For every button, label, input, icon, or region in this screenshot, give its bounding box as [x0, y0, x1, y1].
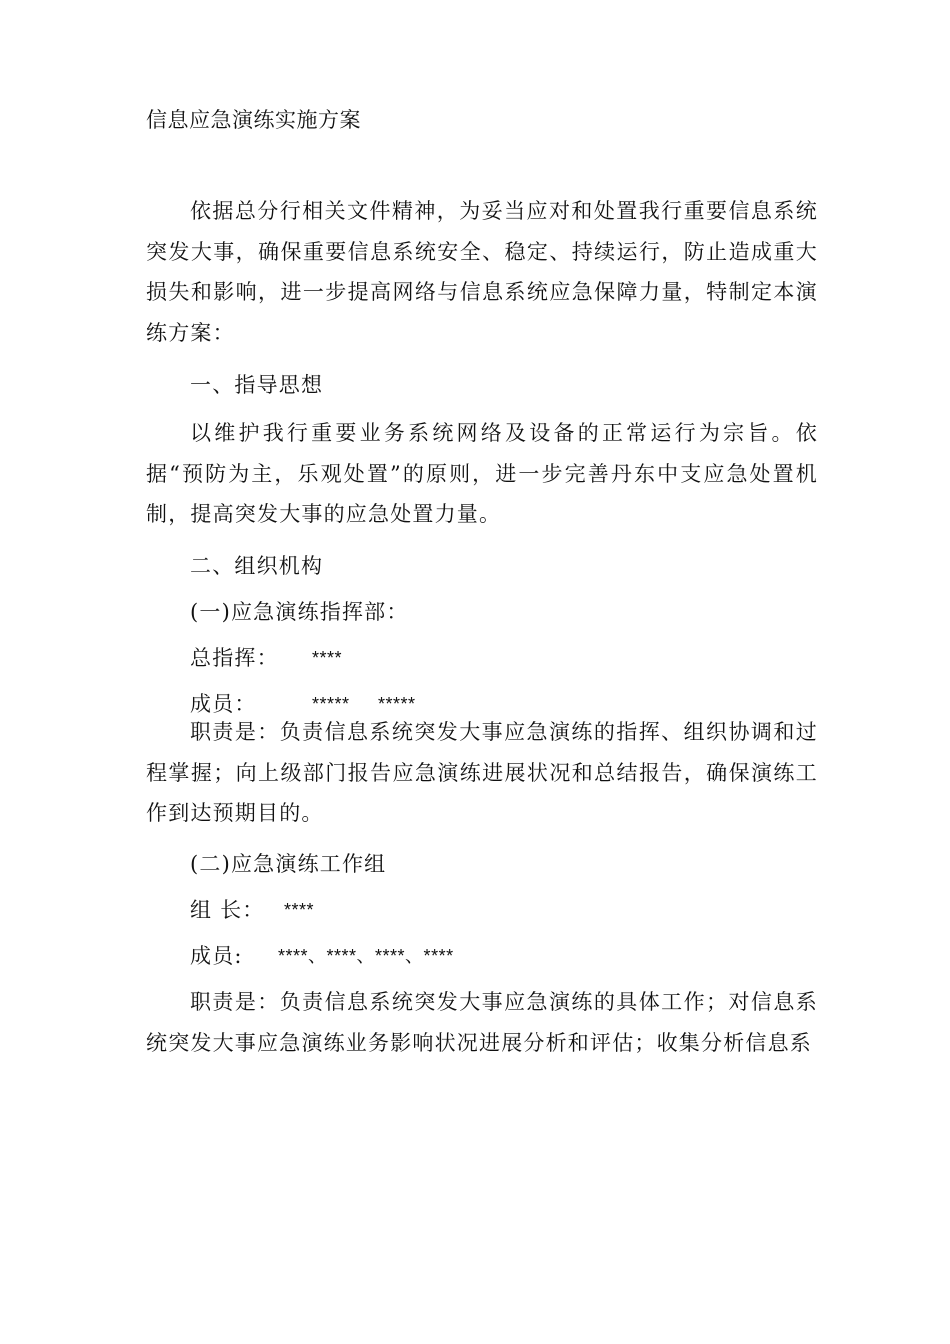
members-value-b: ***** [378, 694, 416, 714]
commander-value: **** [312, 648, 343, 668]
subsection-heading-command: (一)应急演练指挥部： [190, 600, 409, 624]
members-label-workgroup: 成员: [190, 944, 243, 968]
guiding-ideology-paragraph: 以维护我行重要业务系统网络及设备的正常运行为宗旨。依据“预防为主，乐观处置”的原则，进一步完善丹东中支应急处置机制，提高突发大事的应急处置力量。 [146, 421, 818, 526]
members-line-workgroup [190, 940, 690, 972]
intro-paragraph: 依据总分行相关文件精神，为妥当应对和处置我行重要信息系统突发大事，确保重要信息系统安全、稳定、持续运行，防止造成重大损失和影响，进一步提高网络与信息系统应急保障力量，特制定本演练方案： [146, 199, 818, 345]
leader-label: 组 长： [190, 898, 265, 922]
subsection-heading-workgroup: (二)应急演练工作组 [190, 852, 387, 876]
section-heading-organization: 二、组织机构 [190, 554, 324, 578]
leader-line [190, 894, 590, 926]
members-label-command: 成员： [190, 692, 257, 716]
workgroup-duty-paragraph: 职责是：负责信息系统突发大事应急演练的具体工作；对信息系统突发大事应急演练业务影响状况进展分析和评估；收集分析信息系 [146, 990, 818, 1055]
leader-value: **** [284, 900, 315, 920]
members-value-workgroup: ****、****、****、**** [278, 946, 454, 966]
commander-line [190, 642, 590, 674]
members-value-a: ***** [312, 694, 350, 714]
section-heading-guiding-ideology: 一、指导思想 [190, 373, 324, 397]
commander-label: 总指挥： [190, 646, 279, 670]
command-duty-paragraph: 职责是：负责信息系统突发大事应急演练的指挥、组织协调和过程掌握；向上级部门报告应急演练进展状况和总结报告，确保演练工作到达预期目的。 [146, 720, 818, 825]
document-title: 信息应急演练实施方案 [146, 108, 361, 132]
